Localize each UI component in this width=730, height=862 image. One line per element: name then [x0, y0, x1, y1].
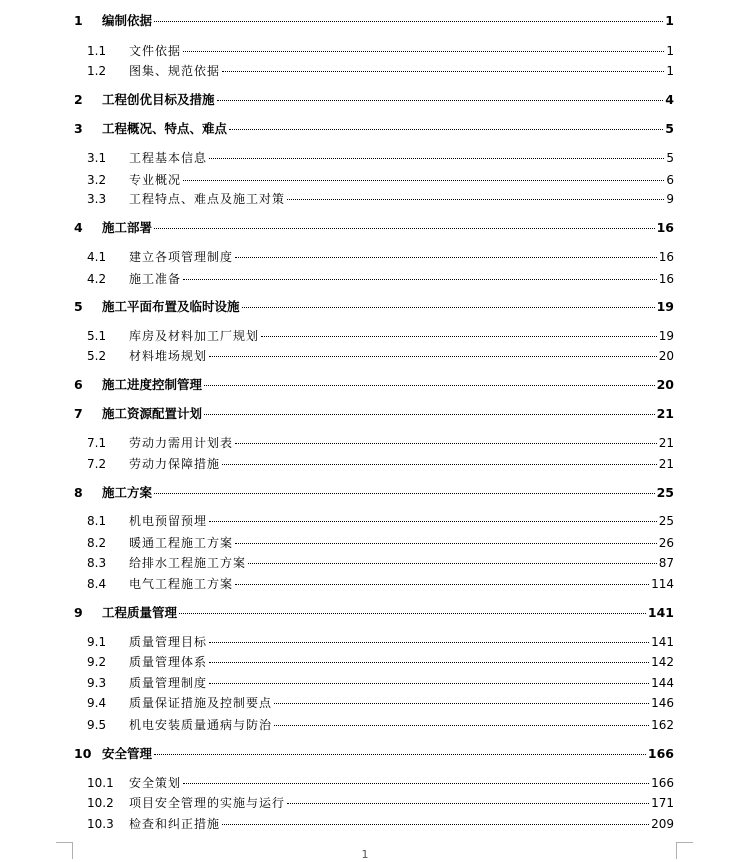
- toc-entry-page: 25: [656, 485, 674, 500]
- toc-dot-leader: [204, 385, 655, 386]
- toc-entry-title: 工程创优目标及措施: [102, 92, 215, 107]
- toc-entry-section[interactable]: [0, 575, 730, 593]
- toc-entry-page: 162: [651, 718, 674, 732]
- toc-entry-section[interactable]: [0, 248, 730, 266]
- toc-entry-chapter[interactable]: [0, 405, 730, 423]
- toc-entry-page: 20: [656, 377, 674, 392]
- toc-entry-title: 检查和纠正措施: [129, 817, 221, 831]
- toc-entry-title: 编制依据: [102, 13, 153, 28]
- toc-entry-page: 1: [666, 64, 674, 78]
- toc-entry-number: 4.1: [87, 250, 107, 264]
- toc-entry-chapter[interactable]: [0, 604, 730, 622]
- toc-entry-section[interactable]: [0, 774, 730, 792]
- toc-entry-number: 1.2: [87, 64, 107, 78]
- toc-dot-leader: [274, 725, 649, 726]
- toc-dot-leader: [154, 228, 655, 229]
- toc-entry-number: 7: [74, 406, 83, 421]
- toc-entry-section[interactable]: [0, 62, 730, 80]
- toc-dot-leader: [229, 129, 663, 130]
- toc-entry-page: 166: [647, 746, 674, 761]
- toc-entry-number: 9.4: [87, 696, 107, 710]
- toc-entry-page: 166: [651, 776, 674, 790]
- toc-dot-leader: [209, 683, 649, 684]
- toc-entry-page: 144: [651, 676, 674, 690]
- toc-entry-title: 工程质量管理: [102, 605, 178, 620]
- toc-entry-page: 9: [666, 192, 674, 206]
- toc-dot-leader: [204, 414, 655, 415]
- toc-entry-page: 16: [656, 220, 674, 235]
- toc-entry-title: 劳动力保障措施: [129, 457, 221, 471]
- toc-entry-page: 142: [651, 655, 674, 669]
- toc-entry-title: 施工部署: [102, 220, 153, 235]
- toc-entry-page: 87: [658, 556, 674, 570]
- toc-entry-number: 10.3: [87, 817, 114, 831]
- toc-entry-title: 专业概况: [129, 173, 182, 187]
- toc-entry-section[interactable]: [0, 794, 730, 812]
- toc-dot-leader: [183, 180, 664, 181]
- toc-entry-section[interactable]: [0, 554, 730, 572]
- toc-entry-number: 9.2: [87, 655, 107, 669]
- toc-dot-leader: [222, 71, 664, 72]
- toc-entry-section[interactable]: [0, 512, 730, 530]
- toc-entry-number: 3.1: [87, 151, 107, 165]
- toc-dot-leader: [235, 443, 657, 444]
- toc-dot-leader: [217, 100, 664, 101]
- toc-entry-title: 材料堆场规划: [129, 349, 208, 363]
- toc-entry-chapter[interactable]: [0, 219, 730, 237]
- toc-entry-title: 施工平面布置及临时设施: [102, 299, 240, 314]
- toc-entry-title: 文件依据: [129, 44, 182, 58]
- toc-entry-page: 5: [666, 151, 674, 165]
- toc-entry-title: 工程基本信息: [129, 151, 208, 165]
- toc-entry-title: 安全策划: [129, 776, 182, 790]
- toc-entry-section[interactable]: [0, 434, 730, 452]
- toc-entry-page: 21: [658, 457, 674, 471]
- toc-dot-leader: [261, 336, 657, 337]
- toc-entry-number: 8: [74, 485, 83, 500]
- toc-entry-section[interactable]: [0, 149, 730, 167]
- toc-entry-title: 暖通工程施工方案: [129, 536, 234, 550]
- toc-entry-page: 26: [658, 536, 674, 550]
- toc-entry-section[interactable]: [0, 653, 730, 671]
- toc-entry-title: 施工方案: [102, 485, 153, 500]
- toc-dot-leader: [209, 662, 649, 663]
- toc-entry-title: 库房及材料加工厂规划: [129, 329, 260, 343]
- toc-entry-chapter[interactable]: [0, 91, 730, 109]
- toc-entry-title: 施工进度控制管理: [102, 377, 203, 392]
- toc-entry-number: 3.3: [87, 192, 107, 206]
- toc-entry-page: 16: [658, 250, 674, 264]
- toc-entry-chapter[interactable]: [0, 120, 730, 138]
- toc-entry-section[interactable]: [0, 633, 730, 651]
- toc-entry-section[interactable]: [0, 171, 730, 189]
- toc-entry-section[interactable]: [0, 674, 730, 692]
- toc-entry-number: 8.3: [87, 556, 107, 570]
- toc-entry-section[interactable]: [0, 347, 730, 365]
- toc-entry-title: 工程概况、特点、难点: [102, 121, 228, 136]
- toc-entry-page: 141: [647, 605, 674, 620]
- toc-dot-leader: [274, 703, 649, 704]
- toc-entry-page: 141: [651, 635, 674, 649]
- toc-entry-chapter[interactable]: [0, 12, 730, 30]
- toc-entry-number: 5.2: [87, 349, 107, 363]
- toc-dot-leader: [179, 613, 646, 614]
- toc-entry-title: 施工准备: [129, 272, 182, 286]
- toc-entry-number: 10.2: [87, 796, 114, 810]
- toc-entry-page: 19: [656, 299, 674, 314]
- toc-entry-title: 图集、规范依据: [129, 64, 221, 78]
- toc-entry-number: 10.1: [87, 776, 114, 790]
- toc-entry-title: 项目安全管理的实施与运行: [129, 796, 286, 810]
- toc-dot-leader: [154, 493, 655, 494]
- toc-entry-number: 4.2: [87, 272, 107, 286]
- toc-entry-title: 施工资源配置计划: [102, 406, 203, 421]
- toc-dot-leader: [248, 563, 657, 564]
- toc-entry-page: 21: [658, 436, 674, 450]
- toc-entry-number: 9.5: [87, 718, 107, 732]
- toc-dot-leader: [183, 279, 657, 280]
- toc-entry-section[interactable]: [0, 534, 730, 552]
- toc-entry-number: 10: [74, 746, 92, 761]
- toc-entry-page: 16: [658, 272, 674, 286]
- toc-entry-title: 工程特点、难点及施工对策: [129, 192, 286, 206]
- toc-entry-title: 质量管理体系: [129, 655, 208, 669]
- toc-dot-leader: [209, 356, 657, 357]
- toc-entry-title: 机电预留预埋: [129, 514, 208, 528]
- toc-entry-section[interactable]: [0, 694, 730, 712]
- toc-entry-number: 6: [74, 377, 83, 392]
- toc-dot-leader: [154, 21, 663, 22]
- toc-entry-page: 19: [658, 329, 674, 343]
- toc-entry-number: 5.1: [87, 329, 107, 343]
- toc-dot-leader: [154, 754, 646, 755]
- toc-entry-title: 质量管理制度: [129, 676, 208, 690]
- toc-entry-title: 安全管理: [102, 746, 153, 761]
- toc-dot-leader: [287, 803, 649, 804]
- toc-dot-leader: [287, 199, 664, 200]
- toc-entry-title: 给排水工程施工方案: [129, 556, 247, 570]
- toc-dot-leader: [183, 783, 649, 784]
- toc-dot-leader: [209, 158, 664, 159]
- toc-entry-section[interactable]: [0, 42, 730, 60]
- toc-entry-title: 机电安装质量通病与防治: [129, 718, 273, 732]
- toc-entry-title: 质量保证措施及控制要点: [129, 696, 273, 710]
- toc-dot-leader: [235, 543, 657, 544]
- toc-dot-leader: [235, 257, 657, 258]
- toc-entry-number: 8.4: [87, 577, 107, 591]
- toc-dot-leader: [209, 642, 649, 643]
- toc-entry-chapter[interactable]: [0, 484, 730, 502]
- toc-entry-chapter[interactable]: [0, 376, 730, 394]
- toc-entry-page: 209: [651, 817, 674, 831]
- toc-entry-section[interactable]: [0, 455, 730, 473]
- toc-entry-page: 25: [658, 514, 674, 528]
- toc-dot-leader: [222, 464, 657, 465]
- toc-entry-number: 2: [74, 92, 83, 107]
- toc-dot-leader: [183, 51, 664, 52]
- toc-entry-number: 9.1: [87, 635, 107, 649]
- toc-entry-section[interactable]: [0, 190, 730, 208]
- toc-entry-number: 4: [74, 220, 83, 235]
- toc-entry-number: 5: [74, 299, 83, 314]
- toc-entry-number: 3: [74, 121, 83, 136]
- toc-entry-number: 7.2: [87, 457, 107, 471]
- toc-entry-number: 8.1: [87, 514, 107, 528]
- toc-entry-section[interactable]: [0, 815, 730, 833]
- toc-entry-number: 7.1: [87, 436, 107, 450]
- toc-entry-page: 114: [651, 577, 674, 591]
- toc-entry-page: 171: [651, 796, 674, 810]
- toc-entry-page: 21: [656, 406, 674, 421]
- toc-entry-page: 20: [658, 349, 674, 363]
- toc-entry-section[interactable]: [0, 327, 730, 345]
- toc-entry-section[interactable]: [0, 716, 730, 734]
- toc-entry-title: 建立各项管理制度: [129, 250, 234, 264]
- toc-entry-page: 5: [665, 121, 674, 136]
- page-number: 1: [361, 848, 369, 861]
- toc-entry-number: 9.3: [87, 676, 107, 690]
- toc-entry-page: 4: [665, 92, 674, 107]
- toc-entry-number: 1: [74, 13, 83, 28]
- toc-entry-number: 9: [74, 605, 83, 620]
- toc-entry-number: 3.2: [87, 173, 107, 187]
- toc-dot-leader: [235, 584, 649, 585]
- toc-entry-chapter[interactable]: [0, 745, 730, 763]
- toc-dot-leader: [209, 521, 657, 522]
- toc-dot-leader: [242, 307, 655, 308]
- toc-entry-page: 146: [651, 696, 674, 710]
- toc-entry-number: 8.2: [87, 536, 107, 550]
- toc-entry-page: 1: [665, 13, 674, 28]
- toc-entry-page: 1: [666, 44, 674, 58]
- toc-entry-section[interactable]: [0, 270, 730, 288]
- toc-entry-chapter[interactable]: [0, 298, 730, 316]
- toc-entry-title: 劳动力需用计划表: [129, 436, 234, 450]
- toc-entry-page: 6: [666, 173, 674, 187]
- toc-entry-number: 1.1: [87, 44, 107, 58]
- toc-dot-leader: [222, 824, 649, 825]
- toc-entry-title: 电气工程施工方案: [129, 577, 234, 591]
- toc-entry-title: 质量管理目标: [129, 635, 208, 649]
